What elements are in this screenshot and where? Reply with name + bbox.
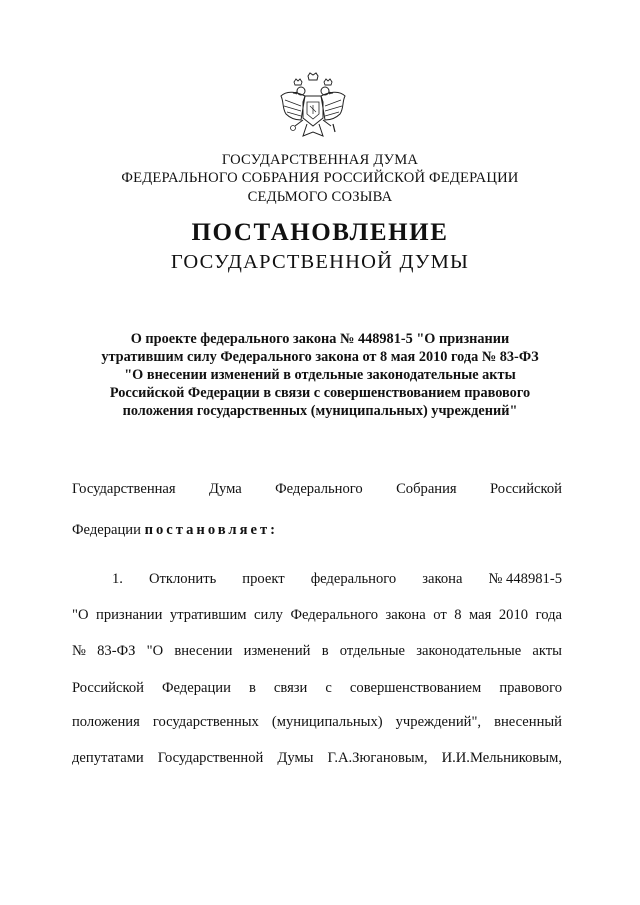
bill-number: № 448981-5 <box>488 571 562 587</box>
document-type-title: ПОСТАНОВЛЕНИЕ <box>191 219 449 246</box>
item-1-line-1 <box>112 571 562 588</box>
russian-coat-of-arms-icon <box>277 72 349 148</box>
org-name-line-2: ФЕДЕРАЛЬНОГО СОБРАНИЯ РОССИЙСКОЙ ФЕДЕРАЦИИ <box>121 170 519 186</box>
document-subject <box>0 330 640 420</box>
coat-of-arms-emblem <box>277 72 349 148</box>
convocation-line: СЕДЬМОГО СОЗЫВА <box>247 189 393 205</box>
item-word: закона <box>422 571 463 587</box>
subject-line: утратившим силу Федерального закона от 8 мая 2010 года № 83-ФЗ <box>101 349 539 365</box>
preamble-word: Российской <box>490 481 562 497</box>
subject-line: Российской Федерации в связи с совершенствованием правового <box>109 385 531 401</box>
item-1-line: депутатами Государственной Думы Г.А.Зюгановым, И.И.Мельниковым, <box>72 750 562 766</box>
subject-line: "О внесении изменений в отдельные законодательные акты <box>124 367 516 383</box>
item-word: федерального <box>310 571 397 587</box>
preamble-line-2 <box>72 522 278 539</box>
preamble-prefix: Федерации <box>72 522 141 538</box>
item-1-line: № 83-ФЗ "О внесении изменений в отдельные законодательные акты <box>72 643 562 659</box>
item-1-line: Российской Федерации в связи с совершенствованием правового <box>72 680 562 696</box>
preamble-word: Собрания <box>396 481 457 497</box>
preamble-word: Федерального <box>275 481 363 497</box>
preamble-line-1 <box>72 481 562 498</box>
item-word: проект <box>242 571 285 587</box>
org-name-line-1: ГОСУДАРСТВЕННАЯ ДУМА <box>221 152 419 168</box>
preamble-word: Государственная <box>72 481 176 497</box>
document-issuer-subtitle: ГОСУДАРСТВЕННОЙ ДУМЫ <box>170 251 470 273</box>
subject-line: положения государственных (муниципальных) учреждений" <box>122 403 518 419</box>
item-1-line: положения государственных (муниципальных) учреждений", внесенный <box>72 714 562 730</box>
item-number: 1. <box>112 571 123 587</box>
subject-line: О проекте федерального закона № 448981-5 "О признании <box>130 331 510 347</box>
preamble-word: Дума <box>209 481 242 497</box>
item-1-line: "О признании утратившим силу Федерального закона от 8 мая 2010 года <box>72 607 562 623</box>
item-word: Отклонить <box>149 571 217 587</box>
resolution-verb: постановляет: <box>144 522 279 538</box>
